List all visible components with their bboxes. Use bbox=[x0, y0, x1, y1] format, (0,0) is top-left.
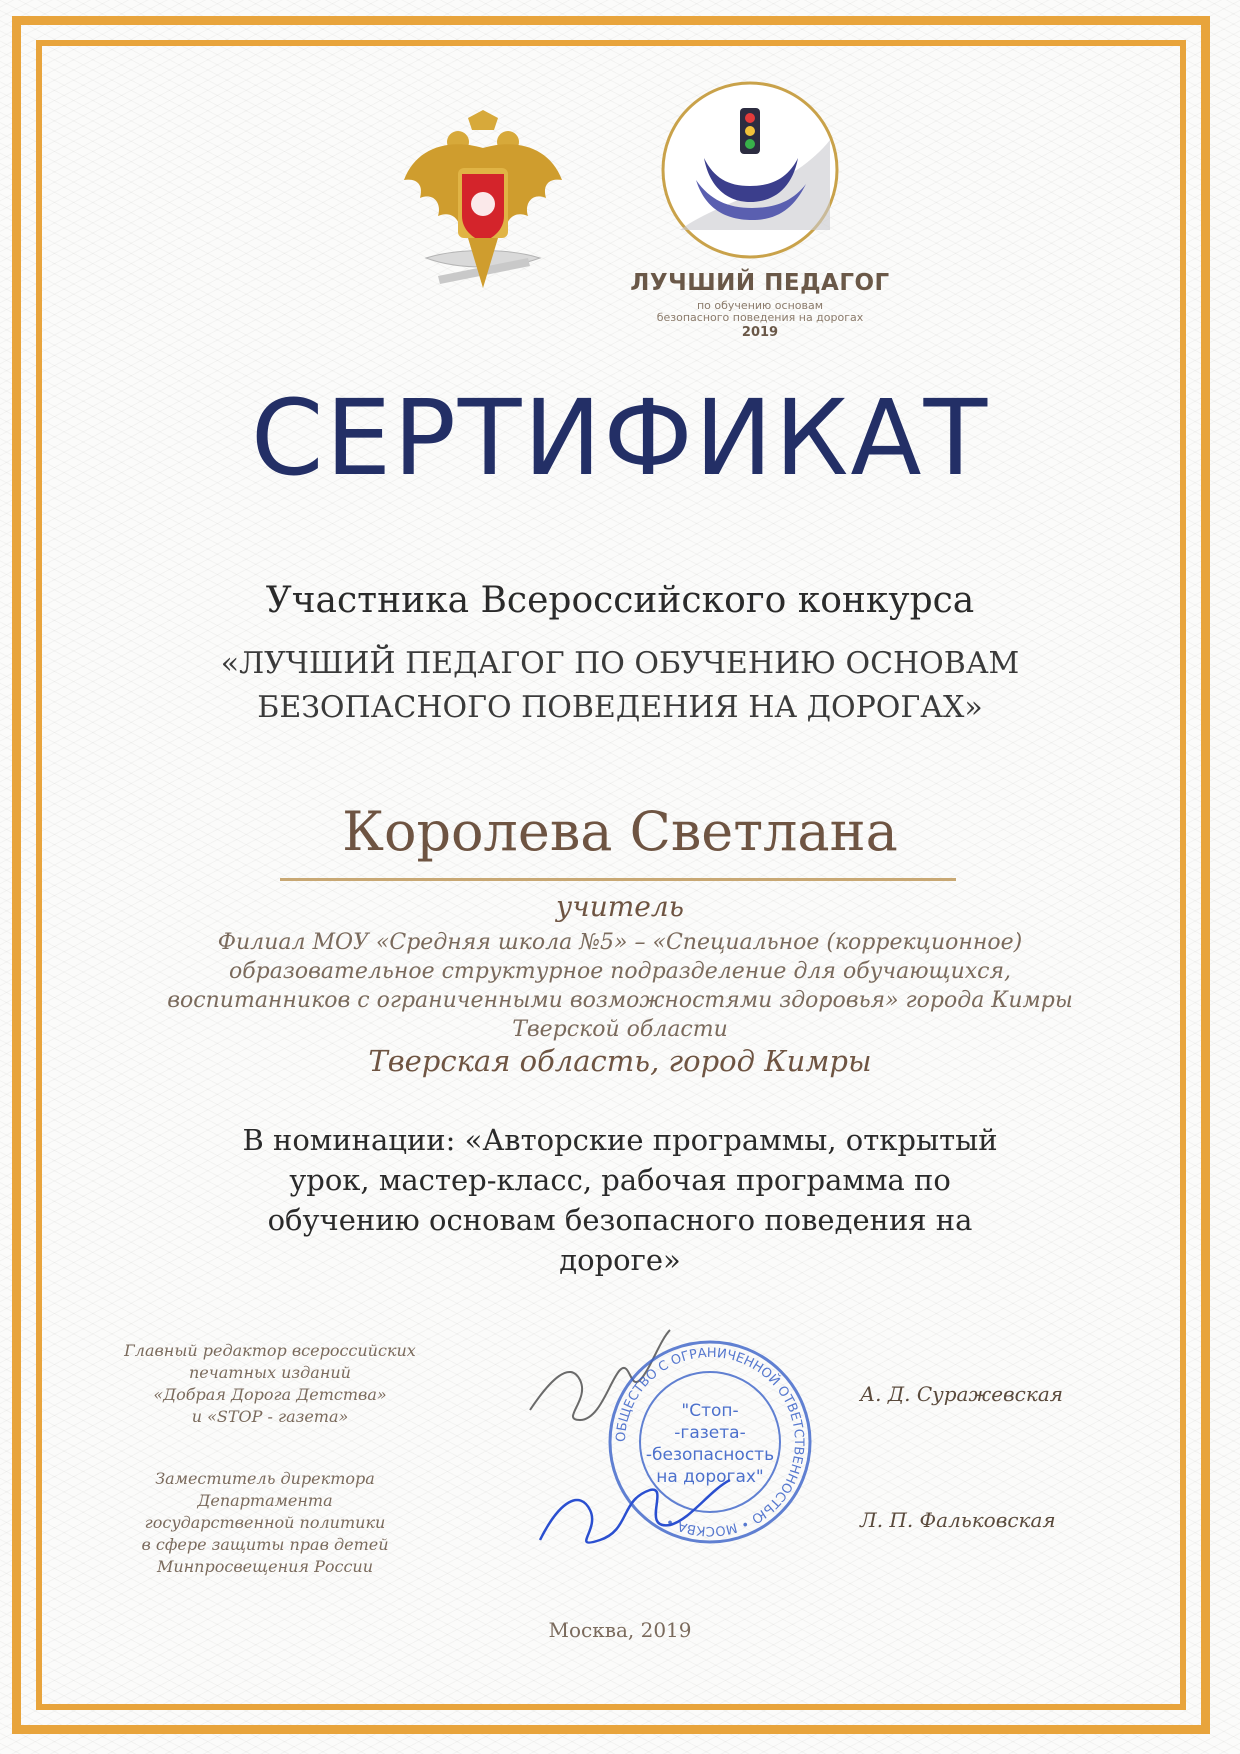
role-line: государственной политики bbox=[144, 1513, 386, 1532]
recipient-name: Королева Светлана bbox=[342, 800, 898, 863]
contest-name-line: БЕЗОПАСНОГО ПОВЕДЕНИЯ НА ДОРОГАХ» bbox=[257, 690, 983, 725]
org-line: Филиал МОУ «Средняя школа №5» – «Специальное (коррекционное) bbox=[217, 930, 1023, 955]
role-line: «Добрая Дорога Детства» bbox=[153, 1385, 387, 1404]
recipient-organization bbox=[150, 928, 1090, 1044]
svg-text:"Стоп-: "Стоп- bbox=[681, 1401, 739, 1421]
contest-name-line: «ЛУЧШИЙ ПЕДАГОГ ПО ОБУЧЕНИЮ ОСНОВАМ bbox=[220, 646, 1020, 681]
signer-name: А. Д. Суражевская bbox=[860, 1382, 1063, 1406]
contest-name bbox=[0, 642, 1240, 730]
nomination-line: В номинации: «Авторские программы, открытый bbox=[242, 1123, 998, 1157]
svg-text:-безопасность: -безопасность bbox=[645, 1445, 775, 1465]
role-line: Главный редактор всероссийских bbox=[124, 1341, 416, 1360]
role-line: Минпросвещения России bbox=[156, 1557, 374, 1576]
org-line: Тверской области bbox=[512, 1017, 728, 1042]
nomination bbox=[210, 1120, 1030, 1280]
contest-logo-year: 2019 bbox=[741, 325, 779, 340]
stamp-icon bbox=[610, 1342, 810, 1542]
contest-logo-title: ЛУЧШИЙ ПЕДАГОГ bbox=[630, 270, 890, 296]
signer-role bbox=[110, 1468, 420, 1578]
svg-text:на дорогах": на дорогах" bbox=[656, 1467, 764, 1487]
certificate-title: СЕРТИФИКАТ bbox=[250, 377, 990, 499]
contest-logo-subtitle: безопасного поведения на дорогах bbox=[656, 311, 864, 324]
org-line: образовательное структурное подразделение для обучающихся, bbox=[228, 959, 1012, 984]
recipient-region: Тверская область, город Кимры bbox=[368, 1044, 872, 1078]
recipient-position: учитель bbox=[556, 890, 684, 923]
nomination-line: обучению основам безопасного поведения на bbox=[267, 1203, 973, 1237]
russian-coat-of-arms-icon bbox=[398, 108, 568, 300]
role-line: и «STOP - газета» bbox=[191, 1407, 349, 1426]
role-line: печатных изданий bbox=[189, 1363, 351, 1382]
signer-name: Л. П. Фальковская bbox=[860, 1508, 1056, 1532]
traffic-light-hands-icon bbox=[660, 80, 840, 260]
nomination-line: дороге» bbox=[559, 1243, 681, 1277]
role-line: Заместитель директора bbox=[155, 1469, 375, 1488]
stamp-and-signatures bbox=[520, 1320, 840, 1580]
svg-text:ОБЩЕСТВО С ОГРАНИЧЕННОЙ ОТВЕТС: ОБЩЕСТВО С ОГРАНИЧЕННОЙ ОТВЕТСТВЕННОСТЬЮ • МОСКВА • bbox=[613, 1345, 807, 1539]
place-date: Москва, 2019 bbox=[548, 1618, 692, 1642]
role-line: Департамента bbox=[197, 1491, 333, 1510]
contest-logo-subtitle: по обучению основам bbox=[696, 299, 824, 312]
nomination-line: урок, мастер-класс, рабочая программа по bbox=[289, 1163, 951, 1197]
certificate-subtitle: Участника Всероссийского конкурса bbox=[265, 580, 975, 621]
signer-role bbox=[110, 1340, 430, 1428]
role-line: в сфере защиты прав детей bbox=[141, 1535, 389, 1554]
svg-text:-газета-: -газета- bbox=[674, 1423, 746, 1443]
org-line: воспитанников с ограниченными возможностями здоровья» города Кимры bbox=[167, 988, 1073, 1013]
divider bbox=[280, 878, 956, 881]
